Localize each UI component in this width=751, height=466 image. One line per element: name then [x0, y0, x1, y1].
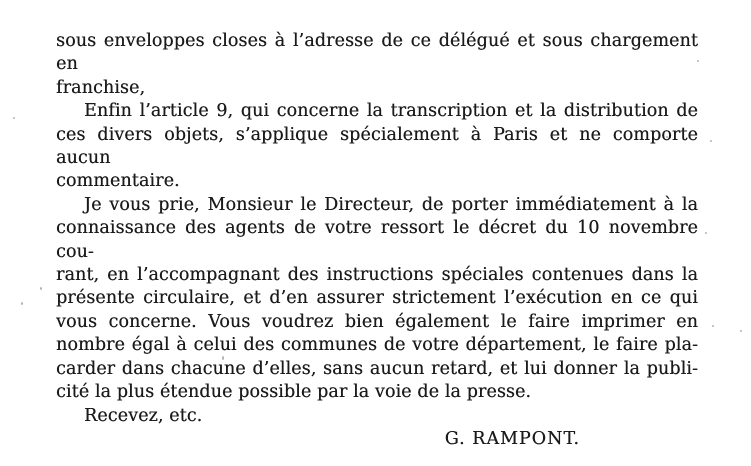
text-line: connaissance des agents de votre ressort le décret du 10 novembre cou-	[56, 218, 698, 262]
text-line: présente circulaire, et d’en assurer strictement l’exécution en ce qui	[56, 288, 698, 309]
scan-speckle	[697, 60, 699, 62]
scan-speckle	[21, 302, 23, 305]
scan-speckle	[710, 140, 712, 142]
scan-speckle	[712, 325, 714, 327]
text-line: commentaire.	[56, 171, 180, 192]
text-line: franchise,	[56, 77, 146, 98]
text-line: carder dans chacune d’elles, sans aucun retard, et lui donner la publi-	[56, 358, 698, 379]
letter-body	[56, 30, 698, 451]
signature: G. RAMPONT.	[444, 428, 580, 449]
text-line: cité la plus étendue possible par la voie de la presse.	[56, 382, 532, 403]
scan-speckle	[13, 117, 15, 119]
closing-line: Recevez, etc.	[84, 405, 203, 426]
scan-speckle	[40, 287, 42, 290]
text-line: vous concerne. Vous voudrez bien également le faire imprimer en	[56, 311, 698, 332]
text-line: ces divers objets, s’applique spécialement à Paris et ne comporte aucun	[56, 124, 698, 169]
text-line: sous enveloppes closes à l’adresse de ce délégué et sous chargement en	[56, 31, 698, 75]
scan-speckle	[222, 356, 224, 360]
scan-speckle	[593, 103, 595, 105]
scan-speckle	[666, 136, 668, 138]
text-line: Je vous prie, Monsieur le Directeur, de porter immédiatement à la	[84, 194, 698, 215]
scan-speckle	[452, 360, 454, 364]
scan-speckle	[740, 330, 742, 332]
scan-speckle	[705, 232, 707, 234]
text-line: rant, en l’accompagnant des instructions spéciales contenues dans la	[56, 265, 698, 286]
text-line: Enfin l’article 9, qui concerne la transcription et la distribution de	[84, 101, 698, 122]
text-line: nombre égal à celui des communes de votre département, le faire pla-	[56, 335, 698, 356]
